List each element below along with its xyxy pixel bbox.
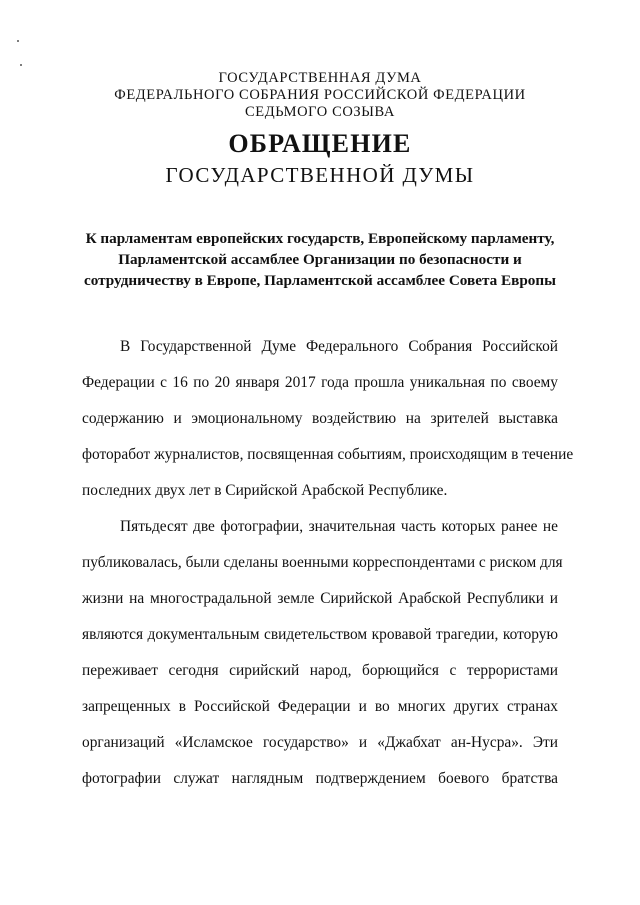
body-line: организаций «Исламское государство» и «Джабхат ан-Нусра». Эти <box>82 734 558 751</box>
document-subtitle: ГОСУДАРСТВЕННОЙ ДУМЫ <box>165 163 475 187</box>
scan-speck <box>20 64 22 66</box>
body-line: фоторабот журналистов, посвященная событиям, происходящим в течение <box>82 446 574 463</box>
body-line: последних двух лет в Сирийской Арабской Республике. <box>82 482 448 499</box>
body-line: жизни на многострадальной земле Сирийской Арабской Республики и <box>82 590 558 607</box>
body-line: публиковалась, были сделаны военными корреспондентами с риском для <box>82 554 563 571</box>
body-line: запрещенных в Российской Федерации и во многих других странах <box>82 698 558 715</box>
addressee-line-1: К парламентам европейских государств, Европейскому парламенту, <box>85 230 555 247</box>
addressee-line-3: сотрудничеству в Европе, Парламентской ассамблее Совета Европы <box>84 272 556 289</box>
document-title: ОБРАЩЕНИЕ <box>228 129 412 158</box>
body-line: фотографии служат наглядным подтверждением боевого братства <box>82 770 558 787</box>
addressee-line-2: Парламентской ассамблее Организации по безопасности и <box>118 251 522 268</box>
body-line: В Государственной Думе Федерального Собрания Российской <box>120 338 558 355</box>
body-line: Федерации с 16 по 20 января 2017 года прошла уникальная по своему <box>82 374 558 391</box>
scan-speck <box>17 40 19 42</box>
body-line: Пятьдесят две фотографии, значительная часть которых ранее не <box>120 518 558 535</box>
body-line: переживает сегодня сирийский народ, борющийся с террористами <box>82 662 558 679</box>
body-line: содержанию и эмоциональному воздействию на зрителей выставка <box>82 410 558 427</box>
header-line-3: СЕДЬМОГО СОЗЫВА <box>245 104 395 120</box>
header-line-2: ФЕДЕРАЛЬНОГО СОБРАНИЯ РОССИЙСКОЙ ФЕДЕРАЦИИ <box>114 87 526 103</box>
header-line-1: ГОСУДАРСТВЕННАЯ ДУМА <box>218 70 422 86</box>
body-line: являются документальным свидетельством кровавой трагедии, которую <box>82 626 558 643</box>
